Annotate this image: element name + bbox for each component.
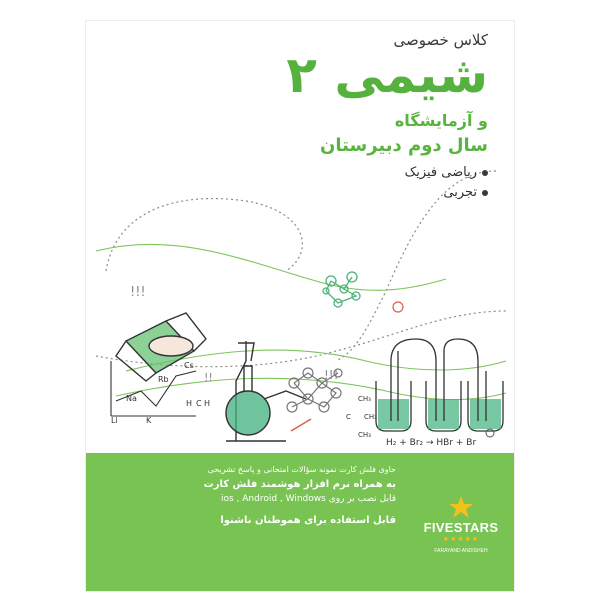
- class-label: کلاس خصوصی: [393, 31, 488, 49]
- stream-label-experimental: تجربی: [443, 185, 477, 200]
- red-arrow-icon: [291, 419, 311, 431]
- panel-line-3: قابل نصب بر روی ios , Android , Windows: [220, 494, 396, 504]
- list-item: [405, 183, 488, 203]
- list-item: [405, 163, 488, 183]
- crucible-stand-icon: [116, 313, 206, 381]
- brand-stars: ★★★★★: [442, 535, 480, 543]
- panel-line-1: حاوی فلش کارت نمونه سؤالات امتحانی و پاسخ تشریحی: [207, 465, 396, 474]
- book-cover: [85, 20, 515, 592]
- exclaim-left-text: !!!: [130, 285, 146, 300]
- molecule-structure-icon: [287, 368, 342, 412]
- structure-label-ch3-a: CH₃: [358, 395, 371, 403]
- fivestars-logo: [421, 495, 501, 555]
- structure-label-ch3-b: CH₃: [364, 413, 377, 421]
- panel-line-4: قابل استفاده برای هموطنان ناشنوا: [220, 515, 396, 526]
- bullet-icon: [482, 190, 488, 196]
- exclaim-mid-text: !!!: [324, 368, 339, 382]
- graph-label-h2: H: [204, 399, 211, 408]
- graph-label-na: Na: [126, 394, 137, 403]
- stream-label-math-physics: ریاضی فیزیک: [404, 165, 477, 180]
- panel-description: [204, 463, 396, 531]
- graph-label-cs: Cs: [184, 361, 194, 370]
- green-wave-line-1: [96, 244, 446, 290]
- green-info-panel: [86, 453, 515, 592]
- red-mark-icon: [393, 302, 403, 312]
- panel-line-2: به همراه نرم افزار هوشمند فلش کارت: [203, 479, 396, 490]
- graph-label-h1: H: [186, 399, 193, 408]
- reaction-equation-text: H₂ + Br₂ → HBr + Br: [386, 438, 477, 448]
- beakers-apparatus-icon: [376, 339, 503, 431]
- star-logo-icon: [447, 495, 475, 519]
- graph-label-li: Li: [111, 416, 118, 425]
- exclaim-right-text: !!: [204, 371, 213, 384]
- grade-label: سال دوم دبیرستان: [320, 135, 488, 156]
- brand-name: FIVESTARS: [423, 520, 499, 535]
- small-mark-icon: [486, 429, 494, 437]
- graph-label-rb: Rb: [158, 375, 169, 384]
- graph-label-k: K: [146, 416, 152, 425]
- stream-list: [405, 163, 488, 203]
- main-title: شیمی ۲: [286, 46, 488, 104]
- structure-label-ch3-c: CH₃: [358, 431, 371, 439]
- lab-label: و آزمایشگاه: [394, 111, 488, 130]
- structure-label-c: C: [346, 413, 351, 421]
- bullet-icon: [482, 170, 488, 176]
- dotted-curve-left: [106, 199, 302, 271]
- brand-publisher: FARAYAND ANDISHEH: [434, 548, 488, 554]
- graph-label-c: C: [196, 399, 202, 408]
- round-flask-stand-icon: [226, 341, 306, 441]
